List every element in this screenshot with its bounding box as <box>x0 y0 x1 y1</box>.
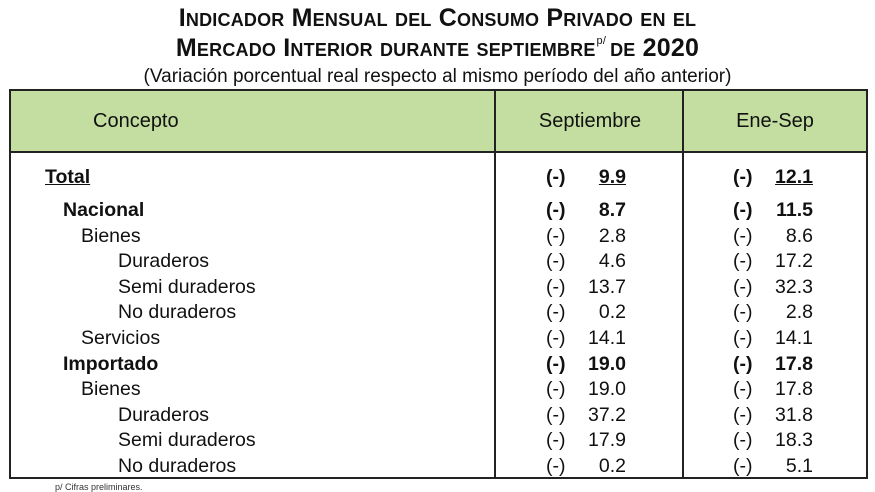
value-septiembre: 9.9 <box>598 166 626 188</box>
value-ene-sep: 5.1 <box>785 454 813 477</box>
sign-ene-sep: (-) <box>733 224 753 247</box>
value-septiembre: 19.0 <box>588 378 626 401</box>
value-ene-sep: 8.6 <box>785 224 813 247</box>
value-ene-sep: 12.1 <box>775 166 813 188</box>
sign-septiembre: (-) <box>546 403 566 426</box>
value-ene-sep: 18.3 <box>775 429 813 452</box>
value-septiembre: 2.8 <box>598 224 626 247</box>
row-label: Bienes <box>81 224 141 247</box>
sign-septiembre: (-) <box>546 352 566 375</box>
report-title-line1: Indicador Mensual del Consumo Privado en el <box>178 4 697 32</box>
value-ene-sep: 31.8 <box>775 403 813 426</box>
sign-septiembre: (-) <box>546 224 566 247</box>
row-label: Nacional <box>63 199 145 221</box>
table-row <box>11 429 866 455</box>
footnote: p/ Cifras preliminares. <box>55 482 143 492</box>
row-label: Semi duraderos <box>118 275 256 298</box>
value-septiembre: 14.1 <box>588 326 626 349</box>
header-septiembre: Septiembre <box>538 110 642 132</box>
row-label: Servicios <box>81 326 161 349</box>
preliminary-mark: p/ <box>596 35 607 47</box>
value-septiembre: 13.7 <box>588 275 626 298</box>
value-ene-sep: 17.8 <box>775 352 813 375</box>
sign-septiembre: (-) <box>546 166 566 188</box>
table-row <box>11 327 866 353</box>
value-septiembre: 0.2 <box>598 301 626 324</box>
title-line2-tail: de 2020 <box>610 34 700 62</box>
sign-ene-sep: (-) <box>733 352 753 375</box>
table-row <box>11 353 866 379</box>
sign-septiembre: (-) <box>546 275 566 298</box>
title-line2-main: Mercado Interior durante septiembre <box>175 34 596 62</box>
sign-ene-sep: (-) <box>733 429 753 452</box>
row-label: Semi duraderos <box>118 429 256 452</box>
value-ene-sep: 32.3 <box>775 275 813 298</box>
table-row <box>11 225 866 251</box>
table-row <box>11 455 866 481</box>
sign-septiembre: (-) <box>546 378 566 401</box>
table-row <box>11 404 866 430</box>
value-septiembre: 37.2 <box>588 403 626 426</box>
table-row <box>11 166 866 199</box>
row-label: No duraderos <box>118 454 237 477</box>
sign-septiembre: (-) <box>546 301 566 324</box>
sign-ene-sep: (-) <box>733 199 753 221</box>
value-septiembre: 0.2 <box>598 454 626 477</box>
sign-ene-sep: (-) <box>733 301 753 324</box>
row-label: Importado <box>63 352 159 375</box>
row-label: Duraderos <box>118 250 210 273</box>
table-body <box>11 166 866 481</box>
table-row <box>11 301 866 327</box>
value-septiembre: 8.7 <box>598 199 626 221</box>
table-row <box>11 276 866 302</box>
report-subtitle: (Variación porcentual real respecto al mismo período del año anterior) <box>143 66 732 87</box>
value-ene-sep: 14.1 <box>775 326 813 349</box>
sign-ene-sep: (-) <box>733 378 753 401</box>
sign-ene-sep: (-) <box>733 275 753 298</box>
sign-ene-sep: (-) <box>733 403 753 426</box>
sign-septiembre: (-) <box>546 326 566 349</box>
report-title-line2 <box>0 34 875 63</box>
sign-ene-sep: (-) <box>733 250 753 273</box>
row-label: Bienes <box>81 378 141 401</box>
value-ene-sep: 17.8 <box>775 378 813 401</box>
sign-ene-sep: (-) <box>733 454 753 477</box>
value-septiembre: 17.9 <box>588 429 626 452</box>
table-row <box>11 378 866 404</box>
row-label: No duraderos <box>118 301 237 324</box>
table-row <box>11 250 866 276</box>
value-septiembre: 4.6 <box>598 250 626 273</box>
row-label: Total <box>45 166 91 188</box>
sign-septiembre: (-) <box>546 250 566 273</box>
sign-septiembre: (-) <box>546 199 566 221</box>
sign-septiembre: (-) <box>546 429 566 452</box>
value-ene-sep: 17.2 <box>775 250 813 273</box>
table-row <box>11 199 866 225</box>
header-concepto: Concepto <box>93 110 179 132</box>
value-septiembre: 19.0 <box>588 352 626 375</box>
value-ene-sep: 2.8 <box>785 301 813 324</box>
header-ene-sep: Ene-Sep <box>736 110 814 132</box>
value-ene-sep: 11.5 <box>776 199 813 221</box>
row-label: Duraderos <box>118 403 210 426</box>
table-header <box>11 91 866 153</box>
data-table <box>9 89 868 479</box>
sign-septiembre: (-) <box>546 454 566 477</box>
sign-ene-sep: (-) <box>733 326 753 349</box>
sign-ene-sep: (-) <box>733 166 753 188</box>
